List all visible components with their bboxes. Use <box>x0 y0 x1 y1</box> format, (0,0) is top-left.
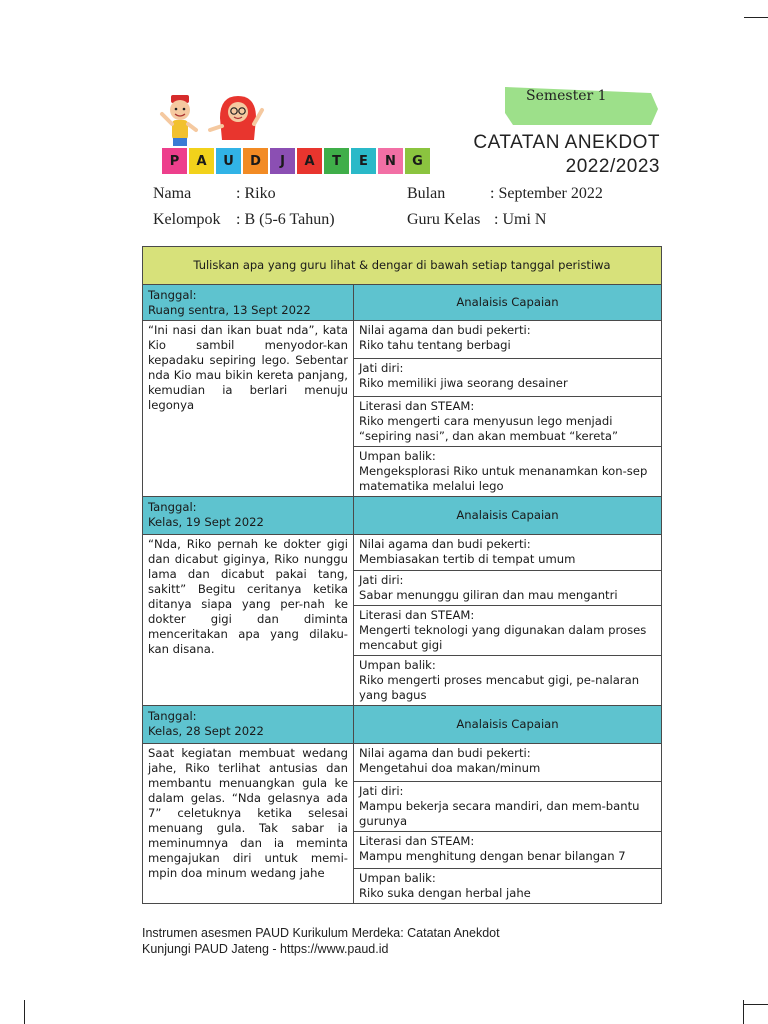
analysis-text: Mampu menghitung dengan benar bilangan 7 <box>359 849 626 863</box>
paud-jateng-logo <box>158 90 440 178</box>
entry-content-row <box>143 535 662 571</box>
logo-letter: A <box>297 148 322 174</box>
anecdote-table <box>142 246 662 904</box>
instruction-text: Tuliskan apa yang guru lihat & dengar di bawah setiap tanggal peristiwa <box>143 247 662 285</box>
document-title <box>473 131 660 179</box>
analysis-title: Jati diri: <box>359 573 404 587</box>
date-value: Kelas, 19 Sept 2022 <box>148 515 264 529</box>
analysis-text: Riko mengerti cara menyusun lego menjadi “sepiring nasi”, dan akan membuat “kereta” <box>359 414 618 443</box>
analysis-title: Literasi dan STEAM: <box>359 399 475 413</box>
logo-letter: U <box>216 148 241 174</box>
entry-header-row <box>143 497 662 535</box>
analysis-item <box>354 869 662 904</box>
analysis-item <box>354 571 662 606</box>
guru-label: Guru Kelas <box>407 211 481 228</box>
crop-mark-bottom-left-v <box>24 1000 25 1024</box>
kelompok-value: : B (5-6 Tahun) <box>236 211 335 228</box>
entry-date-cell <box>143 706 354 744</box>
analysis-text: Riko mengerti proses mencabut gigi, pe-nalaran yang bagus <box>359 673 640 702</box>
entry-content-row <box>143 744 662 782</box>
analysis-header: Analaisis Capaian <box>354 497 662 535</box>
analysis-title: Nilai agama dan budi pekerti: <box>359 537 531 551</box>
children-mascot-icon <box>158 90 268 148</box>
narrative-cell: “Ini nasi dan ikan buat nda”, kata Kio sambil menyodor-kan kepadaku sepiring lego. Sebentar nda Kio mau bikin kereta panjang, kemudian ia berlari menuju legonya <box>143 321 354 497</box>
kelompok-label: Kelompok <box>153 211 221 228</box>
analysis-title: Jati diri: <box>359 784 404 798</box>
analysis-item <box>354 397 662 447</box>
analysis-item <box>354 782 662 832</box>
entry-date-cell <box>143 497 354 535</box>
logo-letter: E <box>351 148 376 174</box>
entry-date-cell <box>143 285 354 321</box>
analysis-title: Literasi dan STEAM: <box>359 834 475 848</box>
instruction-row <box>143 247 662 285</box>
crop-mark-top-right-h <box>744 17 768 18</box>
document-title-line1: CATATAN ANEKDOT <box>473 132 660 153</box>
logo-letter: G <box>405 148 430 174</box>
logo-letter-strip <box>162 148 430 174</box>
analysis-text: Mengetahui doa makan/minum <box>359 761 541 775</box>
analysis-item <box>354 832 662 869</box>
bulan-value: : September 2022 <box>490 185 603 202</box>
footer <box>142 925 500 957</box>
analysis-item <box>354 321 662 359</box>
semester-label: Semester 1 <box>526 88 607 104</box>
analysis-title: Jati diri: <box>359 361 404 375</box>
semester-tag <box>505 87 658 125</box>
analysis-text: Riko suka dengan herbal jahe <box>359 886 531 900</box>
crop-mark-bottom-right-h <box>744 1004 768 1005</box>
logo-letter: N <box>378 148 403 174</box>
analysis-text: Membiasakan tertib di tempat umum <box>359 552 576 566</box>
analysis-text: Riko memiliki jiwa seorang desainer <box>359 376 568 390</box>
analysis-title: Umpan balik: <box>359 449 436 463</box>
entry-content-row <box>143 321 662 359</box>
analysis-text: Mengeksplorasi Riko untuk menanamkan kon-sep matematika melalui lego <box>359 464 648 493</box>
analysis-title: Umpan balik: <box>359 658 436 672</box>
analysis-item <box>354 606 662 656</box>
analysis-item <box>354 656 662 706</box>
footer-line1: Instrumen asesmen PAUD Kurikulum Merdeka: Catatan Anekdot <box>142 926 500 940</box>
analysis-title: Umpan balik: <box>359 871 436 885</box>
analysis-item <box>354 359 662 397</box>
analysis-header: Analaisis Capaian <box>354 285 662 321</box>
date-value: Ruang sentra, 13 Sept 2022 <box>148 303 311 317</box>
guru-value: : Umi N <box>494 211 547 228</box>
analysis-text: Riko tahu tentang berbagi <box>359 338 511 352</box>
footer-link[interactable]: Kunjungi PAUD Jateng - https://www.paud.id <box>142 942 389 956</box>
narrative-cell: “Nda, Riko pernah ke dokter gigi dan dicabut giginya, Riko nunggu lama dan dicabut pakai tang, sakitt” Begitu ceritanya ketika ditanya siapa yang per-nah ke dokter gigi dan diminta menceritakan apa yang dilaku-kan disana. <box>143 535 354 706</box>
document-title-line2: 2022/2023 <box>565 156 660 177</box>
nama-label: Nama <box>153 185 192 202</box>
logo-letter: P <box>162 148 187 174</box>
analysis-item <box>354 447 662 497</box>
nama-value: : Riko <box>236 185 276 202</box>
analysis-title: Literasi dan STEAM: <box>359 608 475 622</box>
analysis-item <box>354 535 662 571</box>
analysis-text: Mengerti teknologi yang digunakan dalam proses mencabut gigi <box>359 623 647 652</box>
logo-letter: T <box>324 148 349 174</box>
date-label: Tanggal: <box>148 709 197 723</box>
logo-letter: A <box>189 148 214 174</box>
logo-letter: J <box>270 148 295 174</box>
analysis-item <box>354 744 662 782</box>
logo-letter: D <box>243 148 268 174</box>
narrative-cell: Saat kegiatan membuat wedang jahe, Riko terlihat antusias dan membantu menuangkan gula ke dalam gelas. “Nda gelasnya ada 7” celetuknya ketika selesai menuang gula. Tak sabar ia meminumnya dan ia meminta mengajukan diri untuk memi-mpin doa minum wedang jahe <box>143 744 354 904</box>
bulan-label: Bulan <box>407 185 446 202</box>
entry-header-row <box>143 706 662 744</box>
date-value: Kelas, 28 Sept 2022 <box>148 724 264 738</box>
entry-header-row <box>143 285 662 321</box>
analysis-title: Nilai agama dan budi pekerti: <box>359 746 531 760</box>
analysis-header: Analaisis Capaian <box>354 706 662 744</box>
analysis-title: Nilai agama dan budi pekerti: <box>359 323 531 337</box>
analysis-text: Sabar menunggu giliran dan mau mengantri <box>359 588 618 602</box>
date-label: Tanggal: <box>148 288 197 302</box>
date-label: Tanggal: <box>148 500 197 514</box>
analysis-text: Mampu bekerja secara mandiri, dan mem-bantu gurunya <box>359 799 640 828</box>
